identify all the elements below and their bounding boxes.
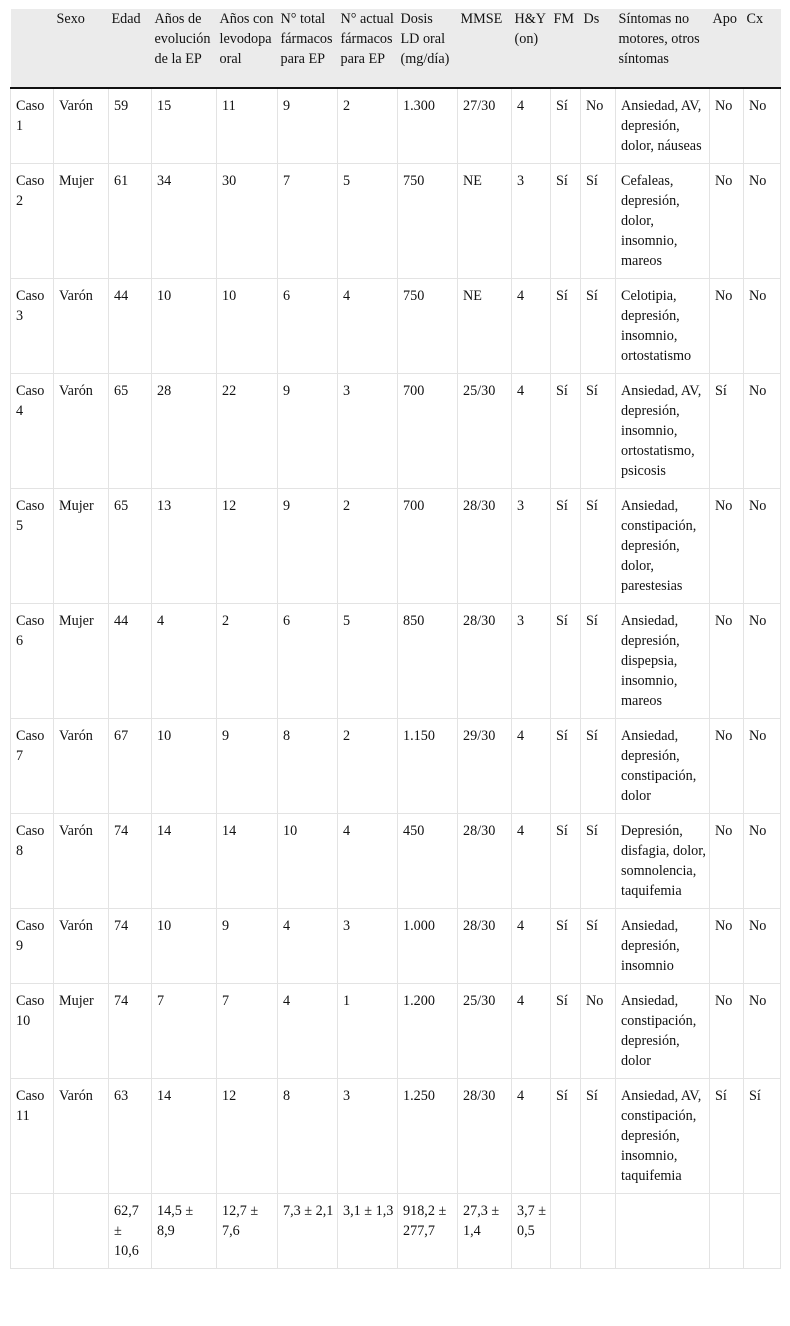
table-cell: Sí <box>551 489 581 604</box>
table-cell: 74 <box>109 909 152 984</box>
table-cell: No <box>710 88 744 164</box>
table-cell <box>710 1194 744 1269</box>
table-cell: No <box>744 279 781 374</box>
table-cell: Varón <box>54 719 109 814</box>
table-cell: 4 <box>152 604 217 719</box>
table-cell: 1.300 <box>398 88 458 164</box>
table-cell: 27,3 ± 1,4 <box>458 1194 512 1269</box>
table-cell: Sí <box>551 909 581 984</box>
table-cell: 4 <box>338 814 398 909</box>
table-cell: Sí <box>744 1079 781 1194</box>
table-cell: 4 <box>278 909 338 984</box>
table-cell: 2 <box>338 489 398 604</box>
table-cell: Sí <box>581 374 616 489</box>
column-header: Síntomas no motores, otros síntomas <box>616 9 710 88</box>
table-cell: No <box>744 719 781 814</box>
table-cell: Varón <box>54 279 109 374</box>
table-cell: 14,5 ± 8,9 <box>152 1194 217 1269</box>
table-cell: 28 <box>152 374 217 489</box>
table-cell: 4 <box>512 909 551 984</box>
table-cell: Mujer <box>54 604 109 719</box>
table-cell: 2 <box>338 88 398 164</box>
table-cell: 9 <box>278 88 338 164</box>
table-cell: Sí <box>551 279 581 374</box>
column-header: MMSE <box>458 9 512 88</box>
table-cell: No <box>744 814 781 909</box>
table-cell: Varón <box>54 814 109 909</box>
table-cell: 59 <box>109 88 152 164</box>
table-cell: 4 <box>512 984 551 1079</box>
column-header: H&Y (on) <box>512 9 551 88</box>
table-cell: 5 <box>338 604 398 719</box>
table-cell: Caso 7 <box>11 719 54 814</box>
table-row <box>11 909 781 984</box>
clinical-cases-table <box>10 9 781 1269</box>
table-row <box>11 814 781 909</box>
table-cell: Ansiedad, depresión, dispepsia, insomnio, mareos <box>616 604 710 719</box>
table-cell: 12,7 ± 7,6 <box>217 1194 278 1269</box>
table-cell: 3 <box>338 1079 398 1194</box>
table-cell: 74 <box>109 814 152 909</box>
table-cell: Ansiedad, AV, constipación, depresión, insomnio, taquifemia <box>616 1079 710 1194</box>
table-cell: 28/30 <box>458 909 512 984</box>
table-cell: 7,3 ± 2,1 <box>278 1194 338 1269</box>
table-cell: 74 <box>109 984 152 1079</box>
table-cell: No <box>710 984 744 1079</box>
table-cell: Sí <box>581 279 616 374</box>
table-cell: 3 <box>512 164 551 279</box>
table-cell: 4 <box>512 88 551 164</box>
table-cell: 4 <box>278 984 338 1079</box>
table-cell: Sí <box>551 164 581 279</box>
table-cell: 850 <box>398 604 458 719</box>
table-cell: Celotipia, depresión, insomnio, ortostatismo <box>616 279 710 374</box>
table-cell: No <box>744 604 781 719</box>
table-cell: 9 <box>278 374 338 489</box>
column-header: Dosis LD oral (mg/día) <box>398 9 458 88</box>
table-row <box>11 164 781 279</box>
table-cell: 7 <box>217 984 278 1079</box>
table-cell: Mujer <box>54 489 109 604</box>
table-row <box>11 88 781 164</box>
table-cell: 25/30 <box>458 984 512 1079</box>
table-cell: Sí <box>581 719 616 814</box>
table-cell: 10 <box>217 279 278 374</box>
table-row <box>11 489 781 604</box>
table-cell: No <box>710 604 744 719</box>
table-cell: 14 <box>152 1079 217 1194</box>
summary-row <box>11 1194 781 1269</box>
table-cell: No <box>744 164 781 279</box>
table-cell: Sí <box>581 164 616 279</box>
table-cell: 10 <box>152 279 217 374</box>
table-cell: 7 <box>278 164 338 279</box>
table-body <box>11 88 781 1269</box>
table-cell: NE <box>458 164 512 279</box>
table-cell: NE <box>458 279 512 374</box>
column-header: Ds <box>581 9 616 88</box>
table-cell: Varón <box>54 374 109 489</box>
table-cell: 28/30 <box>458 489 512 604</box>
table-cell: Caso 3 <box>11 279 54 374</box>
table-cell: 25/30 <box>458 374 512 489</box>
table-cell: 4 <box>512 814 551 909</box>
table-cell: 750 <box>398 164 458 279</box>
table-cell: 15 <box>152 88 217 164</box>
table-header <box>11 9 781 88</box>
table-cell <box>11 1194 54 1269</box>
table-cell: No <box>710 719 744 814</box>
table-cell: 14 <box>152 814 217 909</box>
table-cell: 11 <box>217 88 278 164</box>
header-row <box>11 9 781 88</box>
table-cell: 10 <box>278 814 338 909</box>
table-cell: Mujer <box>54 164 109 279</box>
table-cell: Sí <box>551 814 581 909</box>
table-cell: Ansiedad, AV, depresión, insomnio, ortostatismo, psicosis <box>616 374 710 489</box>
table-cell: Sí <box>581 814 616 909</box>
column-header: FM <box>551 9 581 88</box>
table-cell <box>616 1194 710 1269</box>
table-cell: 3 <box>338 374 398 489</box>
table-cell: 6 <box>278 604 338 719</box>
table-cell: 2 <box>338 719 398 814</box>
table-cell: Sí <box>551 1079 581 1194</box>
table-cell: 1.000 <box>398 909 458 984</box>
table-cell: 450 <box>398 814 458 909</box>
table-cell: 750 <box>398 279 458 374</box>
table-cell: Caso 9 <box>11 909 54 984</box>
table-cell: 8 <box>278 1079 338 1194</box>
table-cell: 44 <box>109 279 152 374</box>
table-cell: 1.200 <box>398 984 458 1079</box>
table-cell: Sí <box>581 604 616 719</box>
table-cell: Sí <box>551 374 581 489</box>
table-cell: No <box>744 374 781 489</box>
table-cell: 8 <box>278 719 338 814</box>
table-cell: 10 <box>152 909 217 984</box>
table-row <box>11 279 781 374</box>
table-cell: 4 <box>512 374 551 489</box>
table-cell: 29/30 <box>458 719 512 814</box>
table-cell: Cefaleas, depresión, dolor, insomnio, mareos <box>616 164 710 279</box>
table-cell: 3 <box>512 489 551 604</box>
table-cell: Depresión, disfagia, dolor, somnolencia, taquifemia <box>616 814 710 909</box>
table-cell: 3 <box>512 604 551 719</box>
table-row <box>11 984 781 1079</box>
table-cell: Sí <box>581 909 616 984</box>
table-cell: Sí <box>551 719 581 814</box>
table-cell: 7 <box>152 984 217 1079</box>
table-cell: Sí <box>581 489 616 604</box>
column-header: Sexo <box>54 9 109 88</box>
table-cell: 61 <box>109 164 152 279</box>
table-cell: No <box>710 279 744 374</box>
table-cell: Ansiedad, depresión, constipación, dolor <box>616 719 710 814</box>
table-row <box>11 1079 781 1194</box>
column-header: Años de evolución de la EP <box>152 9 217 88</box>
table-cell: No <box>710 489 744 604</box>
table-cell: No <box>744 909 781 984</box>
table-cell: 3,7 ± 0,5 <box>512 1194 551 1269</box>
table-cell: 67 <box>109 719 152 814</box>
table-cell: 12 <box>217 489 278 604</box>
column-header: Cx <box>744 9 781 88</box>
table-cell: Sí <box>581 1079 616 1194</box>
table-cell: 14 <box>217 814 278 909</box>
table-cell: 918,2 ± 277,7 <box>398 1194 458 1269</box>
table-cell: 12 <box>217 1079 278 1194</box>
table-cell: 5 <box>338 164 398 279</box>
table-cell: Caso 4 <box>11 374 54 489</box>
table-cell: Sí <box>551 88 581 164</box>
table-cell: 4 <box>512 1079 551 1194</box>
table-cell: No <box>710 814 744 909</box>
table-cell: 1.250 <box>398 1079 458 1194</box>
table-cell: 62,7 ± 10,6 <box>109 1194 152 1269</box>
table-cell: 9 <box>217 909 278 984</box>
table-cell: 44 <box>109 604 152 719</box>
table-cell: Caso 1 <box>11 88 54 164</box>
table-cell <box>54 1194 109 1269</box>
table-cell: Ansiedad, constipación, depresión, dolor, parestesias <box>616 489 710 604</box>
table-cell: Ansiedad, depresión, insomnio <box>616 909 710 984</box>
table-cell: No <box>744 489 781 604</box>
table-cell: 3,1 ± 1,3 <box>338 1194 398 1269</box>
table-cell: Varón <box>54 909 109 984</box>
table-cell: Caso 11 <box>11 1079 54 1194</box>
table-cell <box>551 1194 581 1269</box>
table-row <box>11 604 781 719</box>
table-cell: 10 <box>152 719 217 814</box>
column-header: Edad <box>109 9 152 88</box>
table-cell <box>581 1194 616 1269</box>
column-header: N° total fármacos para EP <box>278 9 338 88</box>
table-cell: Caso 10 <box>11 984 54 1079</box>
table-cell: 63 <box>109 1079 152 1194</box>
column-header: N° actual fármacos para EP <box>338 9 398 88</box>
table-cell <box>744 1194 781 1269</box>
table-cell: 65 <box>109 489 152 604</box>
table-cell: 30 <box>217 164 278 279</box>
table-cell: 700 <box>398 374 458 489</box>
table-cell: Sí <box>551 604 581 719</box>
table-cell: Varón <box>54 88 109 164</box>
table-cell: Sí <box>710 1079 744 1194</box>
table-cell: No <box>744 984 781 1079</box>
table-cell: 3 <box>338 909 398 984</box>
table-cell: Ansiedad, constipación, depresión, dolor <box>616 984 710 1079</box>
table-cell: 28/30 <box>458 604 512 719</box>
table-cell: Sí <box>551 984 581 1079</box>
table-cell: No <box>710 909 744 984</box>
table-cell: Mujer <box>54 984 109 1079</box>
table-cell: 9 <box>217 719 278 814</box>
table-cell: 6 <box>278 279 338 374</box>
table-cell: 1.150 <box>398 719 458 814</box>
table-cell: 65 <box>109 374 152 489</box>
table-cell: 9 <box>278 489 338 604</box>
table-cell: 22 <box>217 374 278 489</box>
table-cell: Caso 6 <box>11 604 54 719</box>
table-cell: 700 <box>398 489 458 604</box>
table-cell: No <box>744 88 781 164</box>
table-cell: Varón <box>54 1079 109 1194</box>
table-cell: Ansiedad, AV, depresión, dolor, náuseas <box>616 88 710 164</box>
table-cell: 27/30 <box>458 88 512 164</box>
table-cell: No <box>710 164 744 279</box>
table-cell: 4 <box>338 279 398 374</box>
column-header: Apo <box>710 9 744 88</box>
column-header: Años con levodopa oral <box>217 9 278 88</box>
table-cell: 4 <box>512 279 551 374</box>
column-header <box>11 9 54 88</box>
table-cell: 28/30 <box>458 814 512 909</box>
table-cell: 28/30 <box>458 1079 512 1194</box>
table-cell: Caso 8 <box>11 814 54 909</box>
table-cell: 34 <box>152 164 217 279</box>
table-cell: Sí <box>710 374 744 489</box>
table-cell: 1 <box>338 984 398 1079</box>
table-row <box>11 719 781 814</box>
table-cell: No <box>581 88 616 164</box>
table-cell: 13 <box>152 489 217 604</box>
table-cell: Caso 2 <box>11 164 54 279</box>
table-cell: 4 <box>512 719 551 814</box>
table-cell: 2 <box>217 604 278 719</box>
table-cell: Caso 5 <box>11 489 54 604</box>
table-cell: No <box>581 984 616 1079</box>
table-row <box>11 374 781 489</box>
